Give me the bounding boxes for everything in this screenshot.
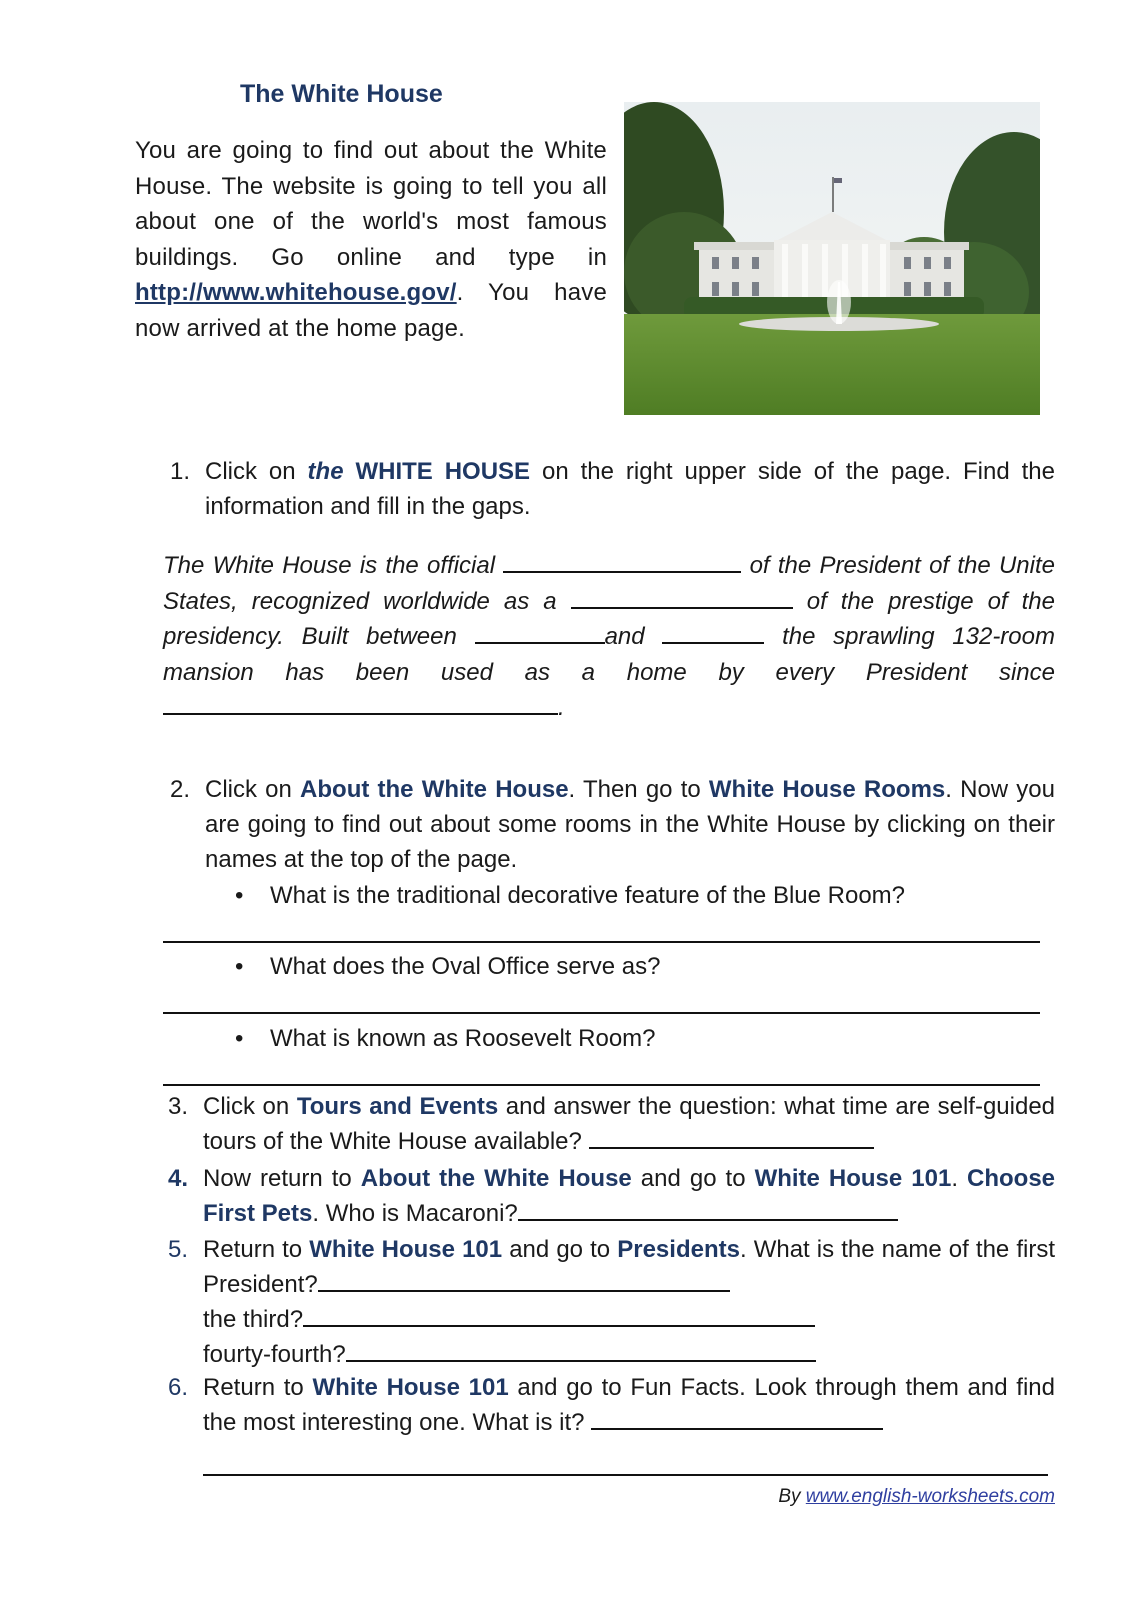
para-text-4: and [604, 623, 663, 650]
footer-credit [778, 1486, 1055, 1508]
q1-text: Click on [205, 458, 308, 485]
para-text-6: . [558, 694, 565, 721]
q5-101: White House 101 [309, 1236, 503, 1263]
q5-text: Return to [203, 1236, 310, 1263]
q5-text-3: . What is the name of the first President? [203, 1236, 1056, 1298]
question-number: 5. [168, 1236, 189, 1263]
bullet-dot: • [235, 953, 244, 980]
q1-text-end: on the right upper side of the page. Find the information and fill in the gaps. [205, 458, 1055, 520]
answer-line[interactable] [163, 1084, 1040, 1086]
question-3 [168, 1089, 1055, 1161]
q4-text: Now return to [203, 1165, 361, 1192]
q1-white-house: WHITE HOUSE [343, 458, 531, 485]
q4-text-2: and go to [631, 1165, 755, 1192]
q6-text-2: and go to Fun Facts. Look through them and find the most interesting one. What is it? [203, 1374, 1056, 1436]
footer-by: By [778, 1486, 806, 1507]
answer-line[interactable] [163, 1012, 1040, 1014]
q2-about: About the White House [300, 776, 569, 803]
question-5 [168, 1232, 1055, 1372]
q3-text: Click on [203, 1093, 297, 1120]
q2-text-2: . Then go to [568, 776, 709, 803]
question-4 [168, 1161, 1055, 1233]
q5-presidents: Presidents [617, 1236, 740, 1263]
bullet-dot: • [235, 1025, 244, 1052]
q5-third: the third? [203, 1306, 304, 1333]
blank-fourty-fourth-president[interactable] [346, 1338, 816, 1362]
question-6 [168, 1370, 1055, 1442]
q5-fourth: fourty-fourth? [203, 1341, 346, 1368]
para-text-2: of the President of the Unite States, recognized worldwide as a [163, 552, 1055, 615]
q2-text: Click on [205, 776, 301, 803]
q6-text: Return to [203, 1374, 313, 1401]
q1-the: the [307, 458, 344, 485]
answer-line[interactable] [163, 941, 1040, 943]
blank-2[interactable] [571, 585, 793, 609]
q6-101: White House 101 [312, 1374, 509, 1401]
question-number: 3. [168, 1093, 189, 1120]
blank-q6[interactable] [591, 1406, 883, 1430]
q4-text-4: . Who is Macaroni? [312, 1200, 518, 1227]
q3-tours: Tours and Events [296, 1093, 499, 1120]
q5-text-2: and go to [502, 1236, 618, 1263]
fill-in-paragraph [163, 548, 1055, 726]
blank-4[interactable] [662, 620, 764, 644]
whitehouse-link[interactable]: http://www.whitehouse.gov/ [135, 279, 457, 306]
intro-text: You are going to find out about the White House. The website is going to tell you all about one of the world's most famous buildings. Go online and type in [135, 137, 607, 271]
white-house-photo [624, 102, 1040, 415]
question-1 [170, 454, 1055, 529]
blank-5[interactable] [163, 691, 558, 715]
question-number: 6. [168, 1374, 189, 1401]
blank-first-president[interactable] [318, 1268, 730, 1292]
blank-3[interactable] [475, 620, 605, 644]
q2-rooms: White House Rooms [708, 776, 946, 803]
blank-q4[interactable] [518, 1197, 898, 1221]
blank-third-president[interactable] [303, 1303, 815, 1327]
question-number: 2. [170, 776, 191, 803]
bullet-text: What is known as Roosevelt Room? [270, 1025, 656, 1052]
bullet-text: What is the traditional decorative feature of the Blue Room? [270, 882, 906, 909]
q2-text-3: . Now you are going to find out about some rooms in the White House by clicking on their names at the top of the page. [205, 776, 1055, 873]
q4-101: White House 101 [754, 1165, 952, 1192]
question-number: 1. [170, 458, 191, 485]
intro-paragraph [135, 133, 607, 346]
footer-link[interactable]: www.english-worksheets.com [805, 1486, 1055, 1507]
bullet-dot: • [235, 882, 244, 909]
para-text-1: The White House is the official [163, 552, 504, 579]
para-text-5: the sprawling 132-room mansion has been used as a home by every President since [163, 623, 1055, 686]
para-text-3: of the prestige of the presidency. Built between [163, 587, 1055, 650]
blank-1[interactable] [503, 549, 741, 573]
q3-text-2: and answer the question: what time are self-guided tours of the White House available? [203, 1093, 1056, 1155]
q4-pets: Choose First Pets [203, 1165, 1056, 1227]
question-number: 4. [168, 1165, 189, 1192]
page-title: The White House [240, 80, 443, 108]
bullet-text: What does the Oval Office serve as? [270, 953, 661, 980]
question-2 [170, 772, 1055, 882]
intro-text-end: . You have now arrived at the home page. [135, 279, 607, 342]
q4-text-3: . [951, 1165, 967, 1192]
answer-line[interactable] [203, 1474, 1048, 1476]
q4-about: About the White House [360, 1165, 632, 1192]
blank-q3[interactable] [589, 1125, 874, 1149]
